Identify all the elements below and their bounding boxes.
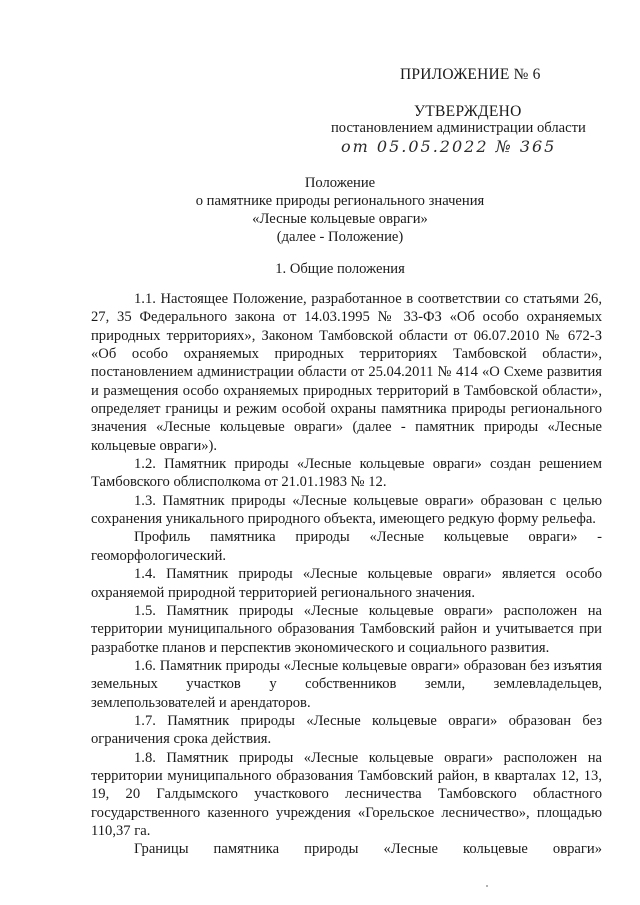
paragraph-profile: Профиль памятника природы «Лесные кольцевые овраги» - геоморфологический. xyxy=(91,529,602,564)
handwritten-date-number: от 05.05.2022 № 365 xyxy=(341,137,557,156)
paragraph-1-6: 1.6. Памятник природы «Лесные кольцевые овраги» образован без изъятия земельных участков у собственников земли, землевладельцев, землепользователей и арендаторов. xyxy=(91,657,602,711)
paragraph-1-8: 1.8. Памятник природы «Лесные кольцевые овраги» расположен на территории муниципального образования Тамбовский район, в кварталах 12, 13, 19, 20 Галдымского участкового лесничества Тамбовского областного государственного казенного учреждения «Горельское лесничество», площадью 110,37 га. xyxy=(91,749,602,839)
paragraph-1-7: 1.7. Памятник природы «Лесные кольцевые овраги» образован без ограничения срока действия. xyxy=(91,712,602,748)
approved-label: УТВЕРЖДЕНО xyxy=(414,103,522,120)
decree-reference: постановлением администрации области xyxy=(331,120,586,136)
scan-speck xyxy=(486,885,488,887)
title-line-3: «Лесные кольцевые овраги» xyxy=(252,211,428,227)
title-line-4: (далее - Положение) xyxy=(276,229,404,245)
document-title xyxy=(150,174,530,246)
paragraph-1-5: 1.5. Памятник природы «Лесные кольцевые овраги» расположен на территории муниципального образования Тамбовский район и учитывается при разработке планов и перспектив экономического и социального развития. xyxy=(91,602,602,656)
paragraph-1-3: 1.3. Памятник природы «Лесные кольцевые овраги» образован с целью сохранения уникального природного объекта, имеющего редкую форму рельефа. xyxy=(91,492,602,528)
paragraph-1-4: 1.4. Памятник природы «Лесные кольцевые овраги» является особо охраняемой природной территорией регионального значения. xyxy=(91,566,602,601)
paragraph-boundaries: Границы памятника природы «Лесные кольцевые овраги» xyxy=(134,841,602,858)
section-body xyxy=(91,290,602,859)
paragraph-1-1: 1.1. Настоящее Положение, разработанное в соответствии со статьями 26, 27, 35 Федерального закона от 14.03.1995 № 33-ФЗ «Об особо охраняемых природных территориях», Законом Тамбовской области от 06.07.2010 № 672-З «Об особо охраняемых природных территориях Тамбовской области», постановлением администрации области от 25.04.2011 № 414 «О Схеме развития и размещения особо охраняемых природных территорий в Тамбовской области», определяет границы и режим особой охраны памятника природы регионального значения «Лесные кольцевые овраги» (далее - памятник природы «Лесные кольцевые овраги»). xyxy=(91,291,602,454)
title-line-1: Положение xyxy=(304,175,376,191)
annex-number: ПРИЛОЖЕНИЕ № 6 xyxy=(400,66,541,83)
section-heading: 1. Общие положения xyxy=(275,261,405,277)
paragraph-1-2: 1.2. Памятник природы «Лесные кольцевые овраги» создан решением Тамбовского облисполкома от 21.01.1983 № 12. xyxy=(91,456,602,491)
title-line-2: о памятнике природы регионального значения xyxy=(195,193,485,209)
